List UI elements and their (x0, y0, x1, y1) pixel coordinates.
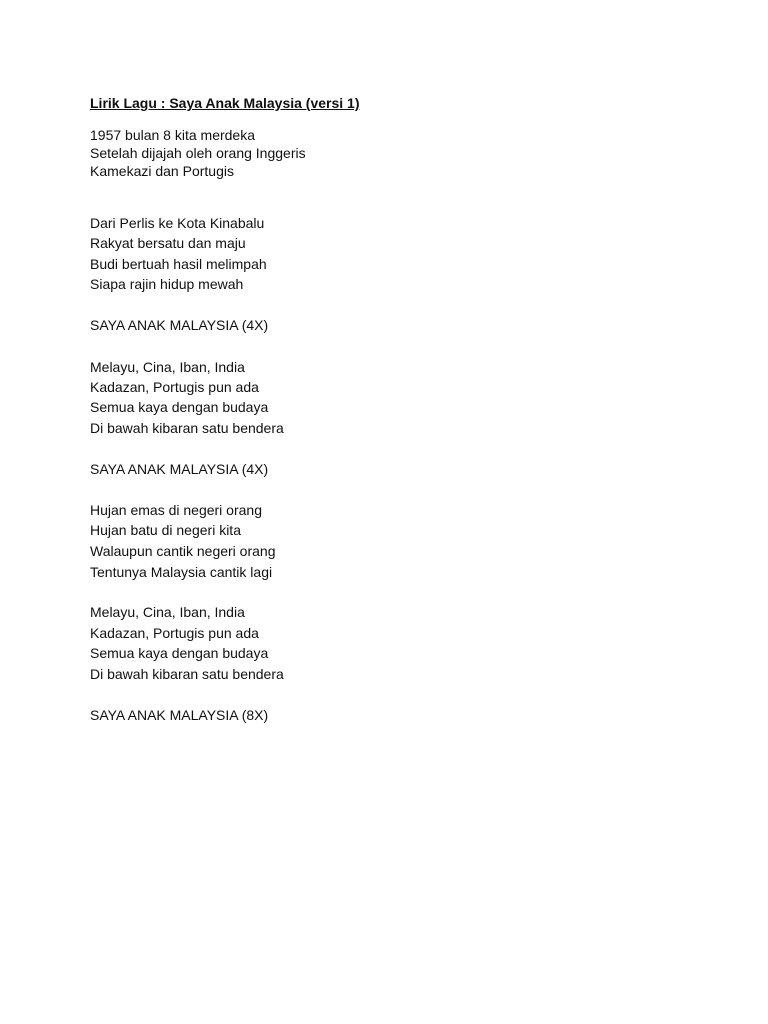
verse4-line: Melayu, Cina, Iban, India (90, 604, 245, 620)
verse1-line: Dari Perlis ke Kota Kinabalu (90, 215, 265, 231)
verse1-line: Siapa rajin hidup mewah (90, 276, 244, 292)
verse1-line: Budi bertuah hasil melimpah (90, 256, 267, 272)
intro-line: 1957 bulan 8 kita merdeka (90, 127, 255, 143)
intro-line: Kamekazi dan Portugis (90, 163, 234, 179)
verse3-line: Hujan emas di negeri orang (90, 502, 262, 518)
verse3-line: Hujan batu di negeri kita (90, 522, 241, 538)
chorus-line: SAYA ANAK MALAYSIA (4X) (90, 461, 269, 477)
intro-line: Setelah dijajah oleh orang Inggeris (90, 145, 306, 161)
verse2-line: Melayu, Cina, Iban, India (90, 359, 245, 375)
verse3-line: Tentunya Malaysia cantik lagi (90, 564, 273, 580)
verse4-line: Semua kaya dengan budaya (90, 645, 269, 661)
document-title: Lirik Lagu : Saya Anak Malaysia (versi 1) (90, 95, 360, 111)
chorus-line: SAYA ANAK MALAYSIA (8X) (90, 707, 269, 723)
verse4-line: Di bawah kibaran satu bendera (90, 666, 284, 682)
verse1-line: Rakyat bersatu dan maju (90, 235, 246, 251)
verse4-line: Kadazan, Portugis pun ada (90, 625, 259, 641)
verse2-line: Semua kaya dengan budaya (90, 399, 269, 415)
verse2-line: Di bawah kibaran satu bendera (90, 420, 284, 436)
verse3-line: Walaupun cantik negeri orang (90, 543, 276, 559)
verse2-line: Kadazan, Portugis pun ada (90, 379, 259, 395)
chorus-line: SAYA ANAK MALAYSIA (4X) (90, 317, 269, 333)
